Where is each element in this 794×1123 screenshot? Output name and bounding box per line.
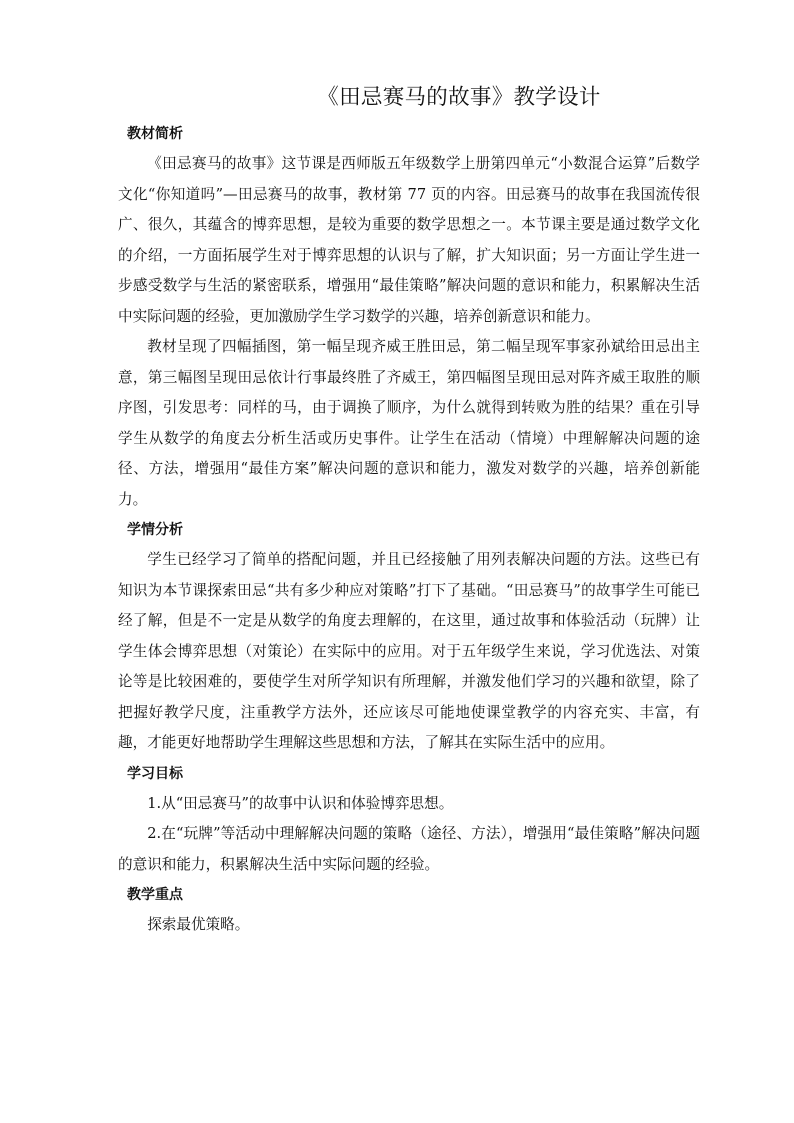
document-title (0, 80, 794, 116)
objective-item: 2.在“玩牌”等活动中理解解决问题的策略（途径、方法），增强用“最佳策略”解决问题的意识和能力，积累解决生活中实际问题的经验。 (118, 825, 700, 873)
section-learning-objectives (118, 759, 700, 881)
section-heading: 学情分析 (127, 522, 183, 538)
paragraph: 《田忌赛马的故事》这节课是西师版五年级数学上册第四单元“小数混合运算”后数学文化“你知道吗”—田忌赛马的故事，教材第 77 页的内容。田忌赛马的故事在我国流传很广、很久，其蕴含的博弈思想，是较为重要的数学思想之一。本节课主要是通过数学文化的介绍，一方面拓展学生对于博弈思想的认识与了解，扩大知识面；另一方面让学生进一步感受数学与生活的紧密联系，增强用“最佳策略”解决问题的意识和能力，积累解决生活中实际问题的经验，更加激励学生学习数学的兴趣，培养创新意识和能力。 (118, 155, 700, 325)
paragraph: 学生已经学习了简单的搭配问题，并且已经接触了用列表解决问题的方法。这些已有知识为本节课探索田忌“共有多少种应对策略”打下了基础。“田忌赛马”的故事学生可能已经了解，但是不一定是从数学的角度去理解的，在这里，通过故事和体验活动（玩牌）让学生体会博弈思想（对策论）在实际中的应用。对于五年级学生来说，学习优选法、对策论等是比较困难的，要使学生对所学知识有所理解，并激发他们学习的兴趣和欲望，除了把握好教学尺度，注重教学方法外，还应该尽可能地使课堂教学的内容充实、丰富，有趣，才能更好地帮助学生理解这些思想和方法，了解其在实际生活中的应用。 (118, 551, 700, 751)
document-title-text: 《田忌赛马的故事》教学设计 (317, 85, 601, 110)
section-material-analysis (118, 119, 700, 515)
document-body (118, 119, 700, 941)
objective-item: 1.从“田忌赛马”的故事中认识和体验博弈思想。 (147, 794, 454, 812)
section-learner-analysis (118, 515, 700, 759)
section-heading: 教材简析 (127, 126, 183, 142)
section-heading: 教学重点 (127, 887, 183, 903)
paragraph: 教材呈现了四幅插图，第一幅呈现齐威王胜田忌，第二幅呈现军事家孙斌给田忌出主意，第三幅图呈现田忌依计行事最终胜了齐威王，第四幅图呈现田忌对阵齐威王取胜的顺序图，引发思考：同样的马，由于调换了顺序，为什么就得到转败为胜的结果？重在引导学生从数学的角度去分析生活或历史事件。让学生在活动（情境）中理解解决问题的途径、方法，增强用“最佳方案”解决问题的意识和能力，激发对数学的兴趣，培养创新能力。 (118, 338, 700, 508)
section-teaching-focus (118, 880, 700, 941)
paragraph: 探索最优策略。 (147, 916, 250, 933)
section-heading: 学习目标 (127, 765, 183, 782)
